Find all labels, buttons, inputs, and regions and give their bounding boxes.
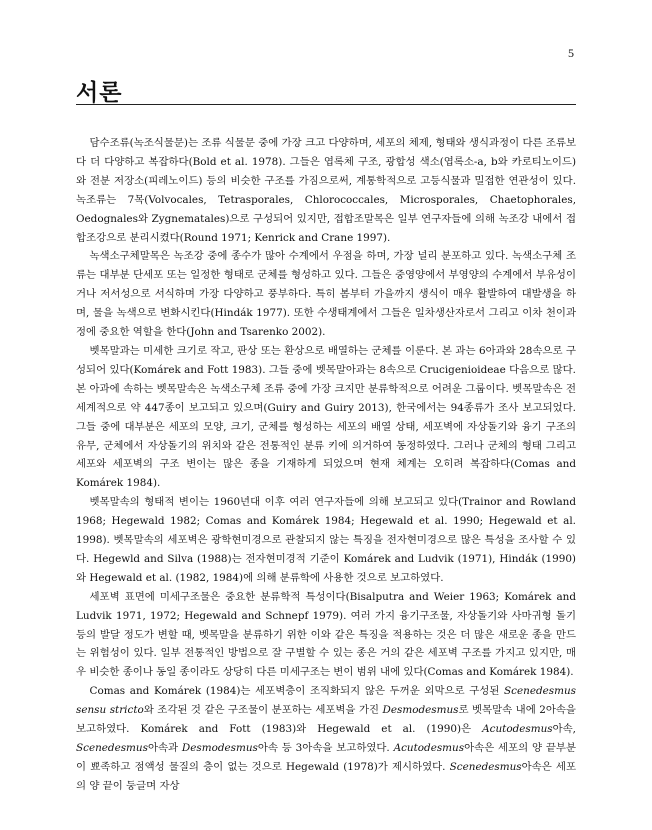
heading-rule — [76, 104, 576, 105]
section-heading: 서론 — [76, 80, 123, 106]
paragraph: 녹색소구체말목은 녹조강 중에 종수가 많아 수계에서 우점을 하며, 가장 널리 분포하고 있다. 녹색소구체 조류는 대부분 단세포 또는 일정한 형태로 군체를 형성하고 있다. 그들은 중영양에서 부영양의 수계에서 부유성이거나 저서성으로 서식하며 가장 다양하고 풍부하다. 특히 봄부터 가을까지 생식이 매우 활발하여 대발생을 하며, 물을 녹색으로 변화시킨다(Hindák 1977). 또한 수생태계에서 그들은 일차생산자로서 그리고 이차 천이과정에 중요한 역할을 한다(John and Tsarenko 2002). — [76, 250, 576, 339]
page-number: 5 — [568, 46, 574, 60]
paragraph: Comas and Komárek (1984)는 세포벽층이 조직화되지 않은 두꺼운 외막으로 구성된 Scenedesmus sensu stricto와 조각된 것 같은 구조물이 분포하는 세포벽을 가진 Desmodesmus로 벳목말속 내에 2아속을 보고하였다. Komárek and Fott (1983)와 Hegewald et al. (1990)은 Acutodesmus아속, Scenedesmus아속과 Desmodesmus아속 등 3아속을 보고하였다. Acutodesmus아속은 세포의 양 끝부분이 뾰족하고 점액성 물질의 층이 없는 것으로 Hegewald (1978)가 제시하였다. Scenedesmus아속은 세포의 양 끝이 둥글며 자상 — [76, 685, 576, 792]
paragraph: 벳목말과는 미세한 크기로 작고, 판상 또는 환상으로 배열하는 군체를 이룬다. 본 과는 6아과와 28속으로 구성되어 있다(Komárek and Fott 1983). 그들 중에 벳목말아과는 8속으로 Crucigenioideae 다음으로 많다. 본 아과에 속하는 벳목말속은 녹색소구체 조류 중에 가장 크지만 분류학적으로 어려운 그룹이다. 벳목말속은 전 세계적으로 약 447종이 보고되고 있으며(Guiry and Guiry 2013), 한국에서는 94종류가 조사 보고되었다. 그들 중에 대부분은 세포의 모양, 크기, 군체를 형성하는 세포의 배열 상태, 세포벽에 자상돌기와 융기 구조의 유무, 군체에서 자상돌기의 위치와 같은 전통적인 분류 키에 의거하여 동정하였다. 그러나 군체의 형태 그리고 세포와 세포벽의 구조 변이는 많은 종을 기재하게 되었으며 현재 체계는 오히려 복잡하다(Comas and Komárek 1984). — [76, 344, 576, 490]
body-text — [76, 134, 576, 796]
paragraph: 담수조류(녹조식물문)는 조류 식물문 중에 가장 크고 다양하며, 세포의 체제, 형태와 생식과정이 다른 조류보다 더 다양하고 복잡하다(Bold et al. 1978). 그들은 엽록체 구조, 광합성 색소(엽록소-a, b와 카로티노이드)와 전분 저장소(피레노이드) 등의 비슷한 구조를 가짐으로써, 계통학적으로 고등식물과 밀접한 연관성이 있다. 녹조류는 7목(Volvocales, Tetrasporales, Chlorococcales, Microsporales, Chaetophorales, Oedognales와 Zygnematales)으로 구성되어 있지만, 접합조말목은 일부 연구자들에 의해 녹조강 내에서 접합조강으로 분리시켰다(Round 1971; Kenrick and Crane 1997). — [76, 137, 576, 244]
paragraph: 벳목말속의 형태적 변이는 1960년대 이후 여러 연구자들에 의해 보고되고 있다(Trainor and Rowland 1968; Hegewald 1982; Comas and Komárek 1984; Hegewald et al. 1990; Hegewald et al. 1998). 벳목말속의 세포벽은 광학현미경으로 관찰되지 않는 특징을 전자현미경으로 많은 특성을 조사할 수 있다. Hegewld and Silva (1988)는 전자현미경적 기준이 Komárek and Ludvik (1971), Hindák (1990)와 Hegewald et al. (1982, 1984)에 의해 분류학에 사용한 것으로 보고하였다. — [76, 496, 576, 584]
paragraph: 세포벽 표면에 미세구조물은 중요한 분류학적 특성이다(Bisalputra and Weier 1963; Komárek and Ludvik 1971, 1972; Hegewald and Schnepf 1979). 여러 가지 융기구조물, 자상돌기와 사마귀형 돌기 등의 발달 정도가 변할 때, 벳목말을 분류하기 위한 이와 같은 특징을 적용하는 것은 더 많은 새로운 종을 만드는 위험성이 있다. 일부 전통적인 방법으로 잘 구별할 수 있는 종은 거의 같은 세포벽 구조를 가지고 있지만, 매우 비슷한 종이나 동일 종이라도 상당히 다른 미세구조는 변이 범위 내에 있다(Comas and Komárek 1984). — [76, 590, 576, 679]
